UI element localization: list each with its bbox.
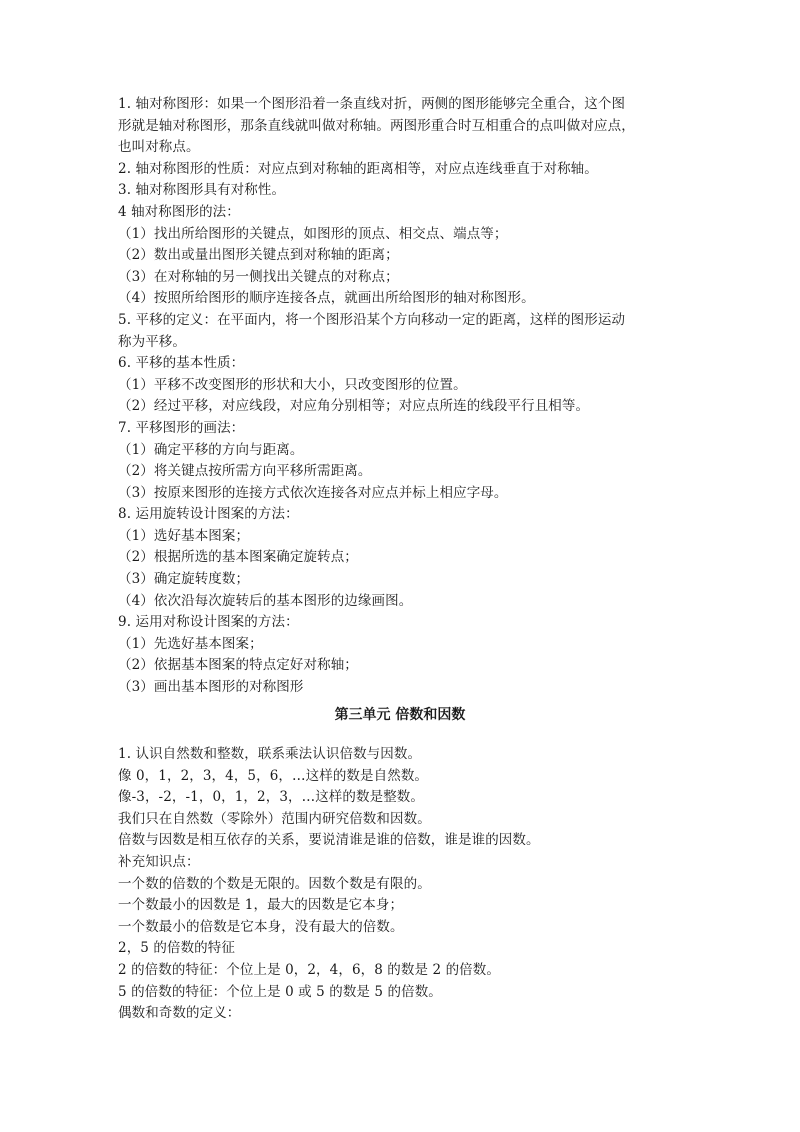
text-line: （1）确定平移的方向与距离。 <box>118 441 304 458</box>
text-line: （4）依次沿每次旋转后的基本图形的边缘画图。 <box>118 592 413 609</box>
text-line: 2 的倍数的特征：个位上是 0，2，4，6，8 的数是 2 的倍数。 <box>118 961 500 978</box>
text-line: 一个数的倍数的个数是无限的。因数个数是有限的。 <box>118 875 431 892</box>
section-symmetry-translation <box>118 94 688 699</box>
text-line: 1. 轴对称图形：如果一个图形沿着一条直线对折，两侧的图形能够完全重合，这个图 <box>118 96 626 112</box>
text-line: 6. 平移的基本性质： <box>118 355 245 372</box>
text-line: （2）将关键点按所需方向平移所需距离。 <box>118 463 372 480</box>
text-line: 9. 运用对称设计图案的方法： <box>118 614 299 631</box>
unit-heading: 第三单元 倍数和因数 <box>334 707 466 723</box>
text-line: （2）经过平移，对应线段，对应角分别相等；对应点所连的线段平行且相等。 <box>118 398 590 415</box>
text-line: （1）平移不改变图形的形状和大小，只改变图形的位置。 <box>118 376 467 393</box>
text-line: 形就是轴对称图形，那条直线就叫做对称轴。两图形重合时互相重合的点叫做对应点， <box>118 117 635 134</box>
text-line: 5 的倍数的特征：个位上是 0 或 5 的数是 5 的倍数。 <box>118 983 442 1000</box>
text-line: 8. 运用旋转设计图案的方法： <box>118 506 299 523</box>
text-line: 我们只在自然数（零除外）范围内研究倍数和因数。 <box>118 810 431 827</box>
text-line: 1. 认识自然数和整数，联系乘法认识倍数与因数。 <box>118 746 422 762</box>
text-line: （1）先选好基本图案； <box>118 635 263 652</box>
text-line: （1）找出所给图形的关键点，如图形的顶点、相交点、端点等； <box>118 225 508 242</box>
text-line: 称为平移。 <box>118 333 186 350</box>
text-line: 像 0，1，2，3，4，5，6，…这样的数是自然数。 <box>118 767 429 784</box>
text-line: （1）选好基本图案； <box>118 527 250 544</box>
text-line: 也叫对称点。 <box>118 139 200 156</box>
text-line: （2）数出或量出图形关键点到对称轴的距离； <box>118 247 399 264</box>
text-line: 4 轴对称图形的法： <box>118 203 240 220</box>
text-line: （3）按原来图形的连接方式依次连接各对应点并标上相应字母。 <box>118 484 508 501</box>
text-line: 倍数与因数是相互依存的关系，要说清谁是谁的倍数，谁是谁的因数。 <box>118 832 540 849</box>
text-line: （3）确定旋转度数； <box>118 571 250 588</box>
text-line: （3）画出基本图形的对称图形 <box>118 679 304 696</box>
text-line: （4）按照所给图形的顺序连接各点，就画出所给图形的轴对称图形。 <box>118 290 535 307</box>
text-line: 像-3，-2，-1，0，1，2，3，…这样的数是整数。 <box>118 789 425 806</box>
text-line: 偶数和奇数的定义： <box>118 1005 241 1022</box>
text-line: 5. 平移的定义：在平面内，将一个图形沿某个方向移动一定的距离，这样的图形运动 <box>118 311 626 328</box>
text-line: （2）依据基本图案的特点定好对称轴； <box>118 657 358 674</box>
text-line: 2，5 的倍数的特征 <box>118 940 235 957</box>
text-line: 7. 平移图形的画法： <box>118 419 245 436</box>
text-line: （3）在对称轴的另一侧找出关键点的对称点； <box>118 268 399 285</box>
text-line: 2. 轴对称图形的性质：对应点到对称轴的距离相等，对应点连线垂直于对称轴。 <box>118 160 598 177</box>
text-line: 一个数最小的因数是 1，最大的因数是它本身； <box>118 897 404 914</box>
section-multiples-factors <box>118 744 688 1025</box>
text-line: 补充知识点： <box>118 853 200 870</box>
text-line: 3. 轴对称图形具有对称性。 <box>118 182 286 199</box>
text-line: 一个数最小的倍数是它本身，没有最大的倍数。 <box>118 918 404 935</box>
text-line: （2）根据所选的基本图案确定旋转点； <box>118 549 358 566</box>
